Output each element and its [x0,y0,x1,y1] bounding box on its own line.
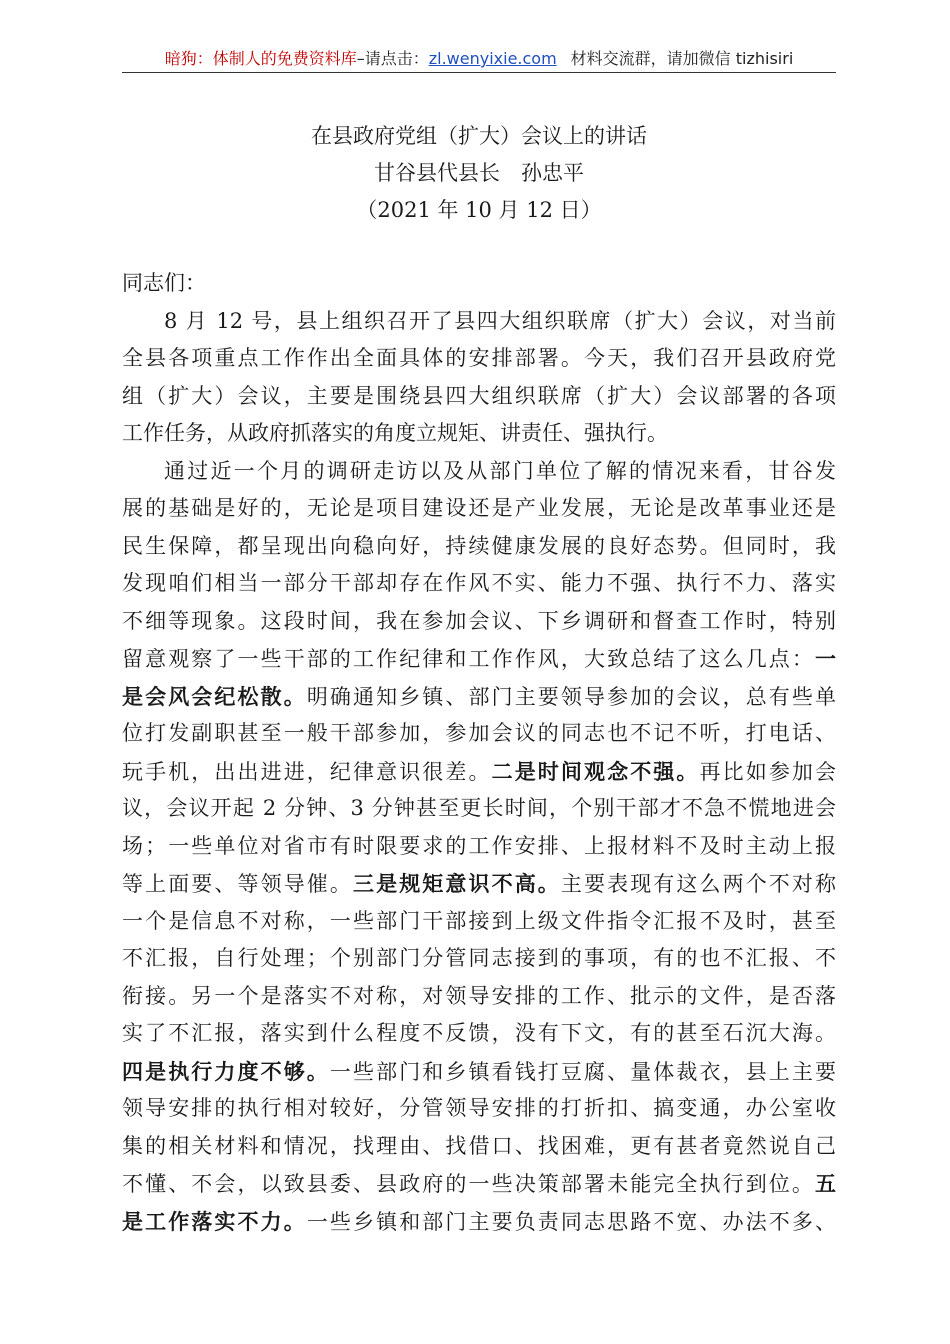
greeting: 同志们： [122,271,206,295]
point-heading-5: 是工作落实不力。 [122,1208,307,1234]
text-run: 明确通知乡镇、部门主要领导参加的会议，总有些单 [306,684,837,709]
paragraph-2-line-8: 位打发副职甚至一般干部参加，参加会议的同志也不记不听，打电话、 [122,721,836,745]
point-heading-5-start: 五 [815,1171,836,1196]
paragraph-1-line-3: 组（扩大）会议，主要是围绕县四大组织联席（扩大）会议部署的各项 [122,383,836,408]
paragraph-2-line-14: 不汇报，自行处理；个别部门分管同志接到的事项，有的也不汇报、不 [122,946,836,970]
text-run: 一些乡镇和部门主要负责同志思路不宽、办法不多、 [306,1209,837,1234]
paragraph-2-line-1: 通过近一个月的调研走访以及从部门单位了解的情况来看，甘谷发 [164,458,836,483]
speaker-line: 甘谷县代县长 孙忠平 [374,161,584,185]
paragraph-2-line-17 [122,1053,836,1091]
point-heading-4: 四是执行力度不够。 [122,1058,330,1084]
paragraph-2-line-2: 展的基础是好的，无论是项目建设还是产业发展，无论是改革事业还是 [122,496,836,520]
paragraph-2-line-5: 不细等现象。这段时间，我在参加会议、下乡调研和督查工作时，特别 [122,608,836,633]
text-run: 留意观察了一些干部的工作纪律和工作作风，大致总结了这么几点： [122,647,815,671]
paragraph-2-line-10: 议，会议开起 2 分钟、3 分钟甚至更长时间，个别干部才不急不慌地进会 [122,796,836,820]
paragraph-2-line-16: 实了不汇报，落实到什么程度不反馈，没有下文，有的甚至石沉大海。 [122,1021,836,1045]
text-run: 主要表现有这么两个不对称 [560,872,837,896]
paragraph-2-line-12 [122,865,836,903]
text-run: 再比如参加会 [699,759,837,784]
paragraph-2-line-20 [122,1165,836,1203]
paragraph-2-line-3: 民生保障，都呈现出向稳向好，持续健康发展的良好态势。但同时，我 [122,533,836,558]
paragraph-2-line-15: 衔接。另一个是落实不对称，对领导安排的工作、批示的文件，是否落 [122,983,836,1008]
paragraph-2-line-19: 集的相关材料和情况，找理由、找借口、找困难，更有甚者竟然说自己 [122,1133,836,1158]
paragraph-1-line-1: 8 月 12 号，县上组织召开了县四大组织联席（扩大）会议，对当前 [164,308,836,333]
header-url-link[interactable]: zl.wenyixie.com [428,49,557,68]
paragraph-2-line-7 [122,678,836,716]
point-heading-3: 三是规矩意识不高。 [353,871,561,896]
text-run: 一些部门和乡镇看钱打豆腐、量体裁衣，县上主要 [329,1059,837,1084]
point-heading-2: 二是时间观念不强。 [491,758,700,784]
point-heading-1-start: 一 [815,646,836,671]
document-title: 在县政府党组（扩大）会议上的讲话 [311,124,647,148]
paragraph-2-line-6 [122,640,836,678]
paragraph-2-line-11: 场；一些单位对省市有时限要求的工作安排、上报材料不及时主动上报 [122,833,836,858]
paragraph-1-line-2: 全县各项重点工作作出全面具体的安排部署。今天，我们召开县政府党 [122,346,836,370]
text-run: 等上面要、等领导催。 [122,872,353,896]
date-line: （2021 年 10 月 12 日） [356,198,602,222]
paragraph-2-line-13: 一个是信息不对称，一些部门干部接到上级文件指令汇报不及时，甚至 [122,908,836,933]
paragraph-2-line-21 [122,1203,836,1241]
text-run: 玩手机，出出进进，纪律意识很差。 [122,759,492,784]
point-heading-1: 是会风会纪松散。 [122,683,307,709]
header-prompt: –请点击： [356,49,429,68]
paragraph-2-line-18: 领导安排的执行相对较好，分管领导安排的打折扣、搞变通，办公室收 [122,1096,836,1120]
header-divider [122,72,836,73]
page-header-banner [122,46,836,72]
title-block [122,118,836,229]
text-run: 不懂、不会，以致县委、县政府的一些决策部署未能完全执行到位。 [122,1172,815,1196]
paragraph-2-line-4: 发现咱们相当一部分干部却存在作风不实、能力不强、执行不力、落实 [122,571,836,595]
header-brand: 暗狗：体制人的免费资料库 [164,49,357,68]
paragraph-1-line-4: 工作任务，从政府抓落实的角度立规矩、讲责任、强执行。 [122,421,668,445]
paragraph-2-line-9 [122,753,836,791]
speech-body [122,265,836,1240]
header-contact: 材料交流群，请加微信 tizhisiri [570,49,794,68]
